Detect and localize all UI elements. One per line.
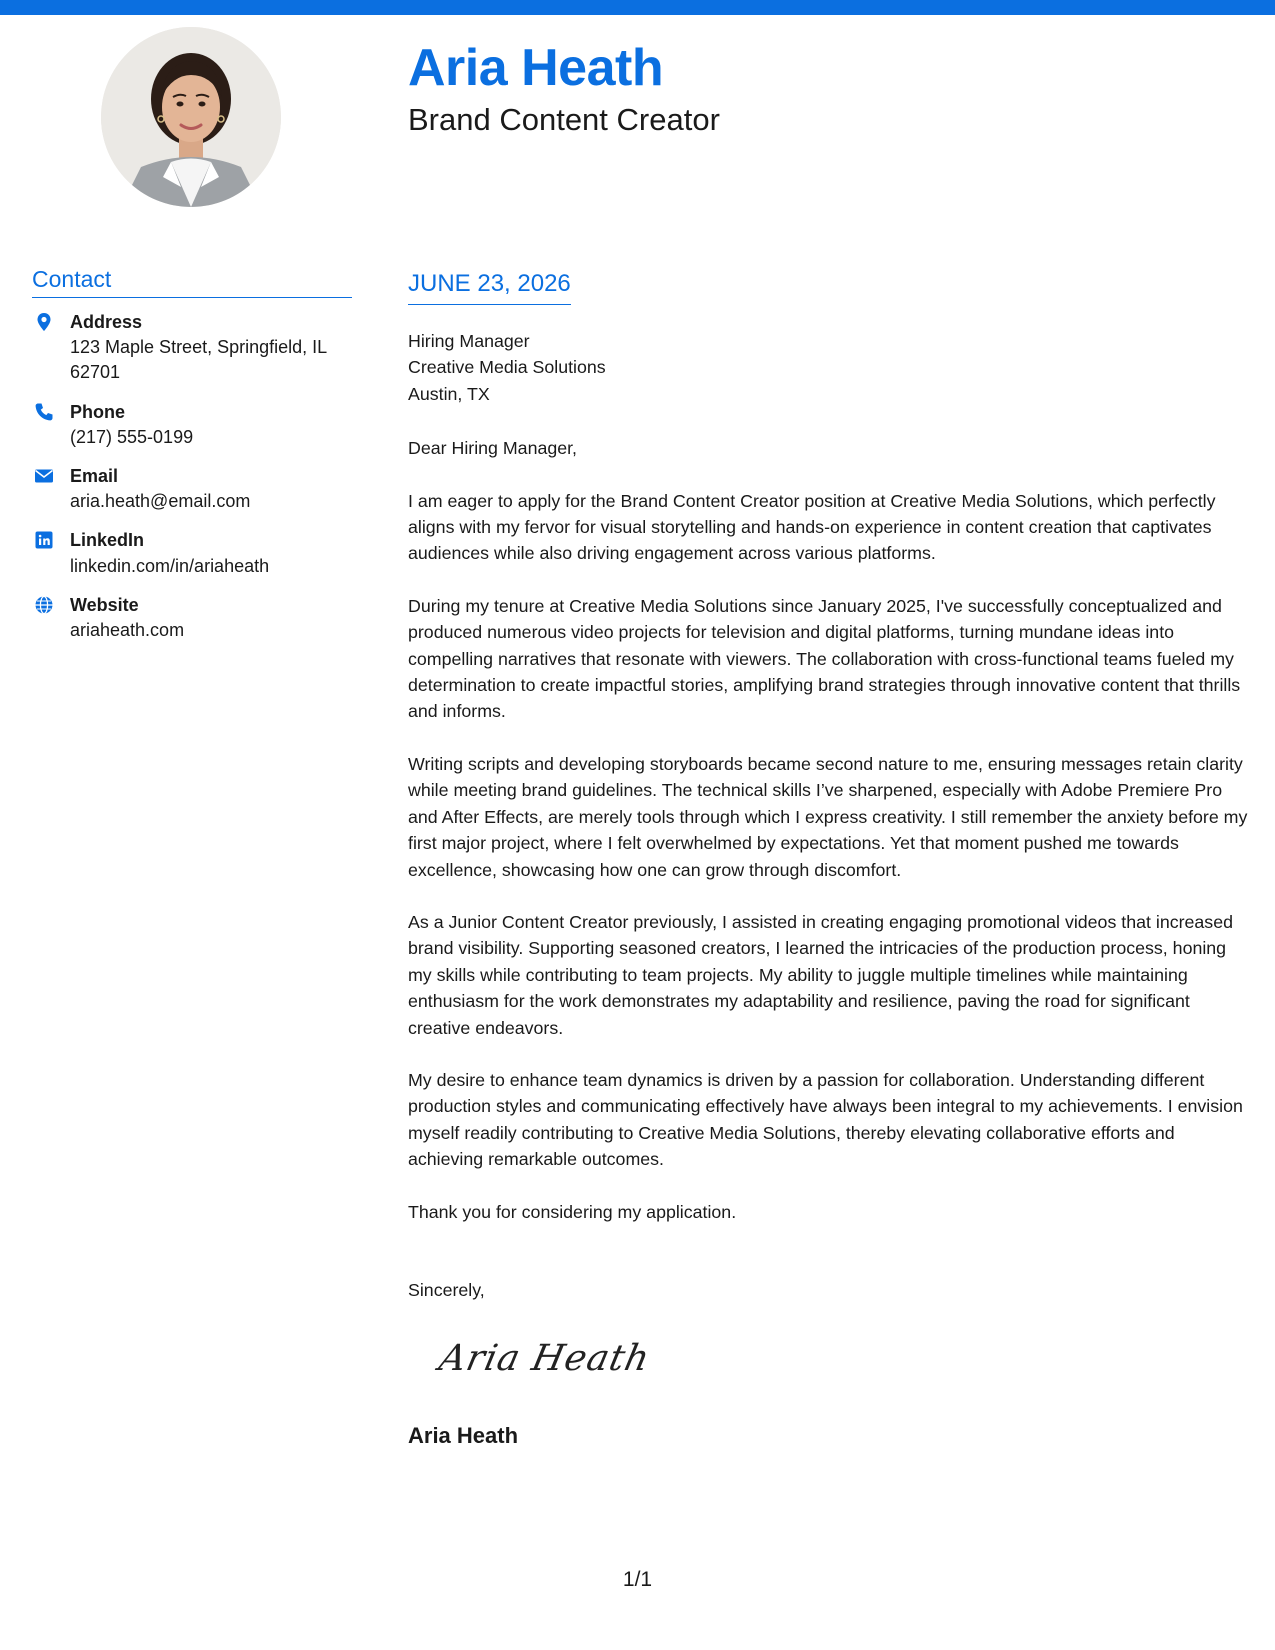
contact-value: linkedin.com/in/ariaheath <box>70 555 270 576</box>
contact-value: (217) 555-0199 <box>70 426 194 447</box>
linkedin-icon <box>34 530 54 550</box>
letter-paragraph: I am eager to apply for the Brand Content Creator position at Creative Media Solutions, which perfectly aligns with my fervor for visual storytelling and hands-on experience in content creation that captivates audiences while also driving engagement across various platforms. <box>408 490 1216 564</box>
contact-label: LinkedIn <box>70 530 145 551</box>
contact-address <box>32 310 352 386</box>
contact-label: Phone <box>70 401 126 422</box>
closing: Sincerely, <box>408 1280 485 1300</box>
letter-paragraph: Writing scripts and developing storyboards became second nature to me, ensuring messages retain clarity while meeting brand guidelines. The technical skills I’ve sharpened, especially with Adobe Premiere Pro and After Effects, are merely tools through which I express creativity. I still remember the anxiety before my first major project, where I felt overwhelmed by expectations. Yet that moment pushed me towards excellence, showcasing how one can grow through discomfort. <box>408 753 1248 880</box>
phone-icon <box>34 402 54 422</box>
contact-value: aria.heath@email.com <box>70 491 251 512</box>
signer-name: Aria Heath <box>408 1423 519 1448</box>
applicant-name: Aria Heath <box>408 39 664 97</box>
contact-label: Website <box>70 594 139 615</box>
globe-icon <box>34 595 54 615</box>
letter-date: JUNE 23, 2026 <box>408 270 571 305</box>
letter-paragraph: My desire to enhance team dynamics is driven by a passion for collaboration. Understanding different production styles and communicating effectively have always been integral to my achievements. I envision myself readily contributing to Creative Media Solutions, thereby elevating collaborative efforts and achieving remarkable outcomes. <box>408 1069 1243 1170</box>
contact-website <box>32 593 352 643</box>
contact-phone <box>32 400 352 450</box>
contact-value: ariaheath.com <box>70 619 185 640</box>
profile-photo <box>101 27 281 207</box>
contact-label: Email <box>70 465 119 486</box>
recipient-block <box>408 328 1248 407</box>
letter-body <box>408 328 1248 1225</box>
handwritten-signature: Aria Heath <box>435 1338 654 1379</box>
contact-value: 123 Maple Street, Springfield, IL 62701 <box>70 337 327 383</box>
top-accent-bar <box>0 0 1275 15</box>
recipient-line: Hiring Manager <box>408 331 530 351</box>
salutation: Dear Hiring Manager, <box>408 438 577 459</box>
contact-email <box>32 464 352 514</box>
letter-paragraph: During my tenure at Creative Media Solutions since January 2025, I've successfully conceptualized and produced numerous video projects for television and digital platforms, turning mundane ideas into compelling narratives that resonate with viewers. The collaboration with cross-functional teams fueled my determination to create impactful stories, amplifying brand strategies through innovative content that thrills and informs. <box>408 595 1241 722</box>
location-pin-icon <box>34 312 54 332</box>
contact-label: Address <box>70 312 143 332</box>
contact-linkedin <box>32 528 352 578</box>
applicant-role: Brand Content Creator <box>408 102 720 137</box>
portrait-image <box>101 27 281 207</box>
contact-heading: Contact <box>32 266 352 298</box>
letter-paragraph: Thank you for considering my application. <box>408 1201 737 1222</box>
page-number: 1/1 <box>622 1568 653 1591</box>
envelope-icon <box>34 466 54 486</box>
letter-paragraph: As a Junior Content Creator previously, I assisted in creating engaging promotional videos that increased brand visibility. Supporting seasoned creators, I learned the intricacies of the production process, honing my skills while contributing to team projects. My ability to juggle multiple timelines while maintaining enthusiasm for the work demonstrates my adaptability and resilience, paving the road for significant creative endeavors. <box>408 911 1233 1038</box>
recipient-line: Creative Media Solutions <box>408 357 606 378</box>
contact-list <box>32 310 352 657</box>
recipient-line: Austin, TX <box>408 383 490 404</box>
